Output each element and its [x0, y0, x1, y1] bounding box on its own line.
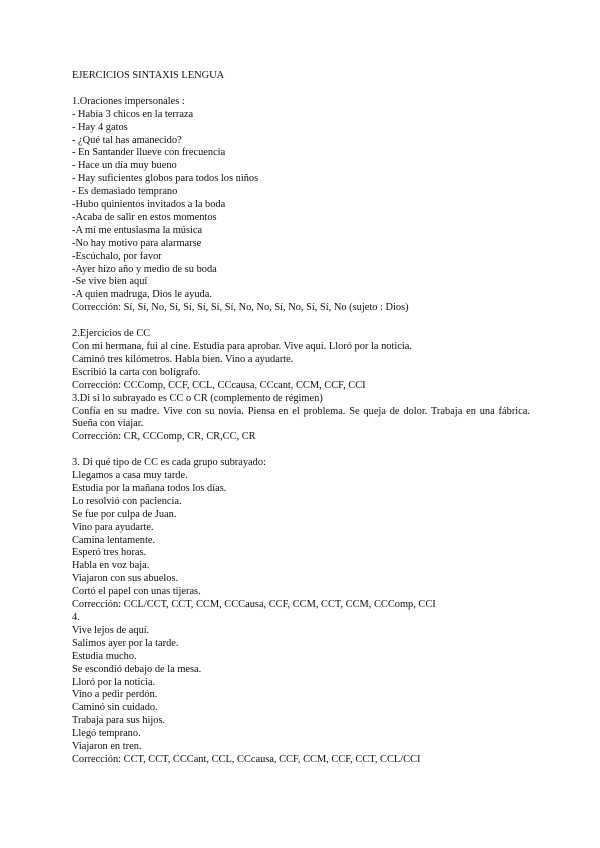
- section3a-correction: Corrección: CR, CCComp, CR, CR,CC, CR: [72, 431, 256, 443]
- section3b-item: Vino para ayudarte.: [72, 521, 154, 533]
- section3b-item: Cortó el papel con unas tijeras.: [72, 586, 201, 598]
- section3b-heading: 3. Di qué tipo de CC es cada grupo subrayado:: [72, 457, 266, 469]
- section1-heading: 1.Oraciones impersonales :: [72, 95, 185, 107]
- section2-correction: Corrección: CCComp, CCF, CCL, CCcausa, CCcant, CCM, CCF, CCI: [72, 379, 366, 391]
- document-body: [72, 70, 533, 767]
- section3b-item: Llegamos a casa muy tarde.: [72, 470, 188, 482]
- section4-item: Vino a pedir perdón.: [72, 689, 158, 701]
- document-title: EJERCICIOS SINTAXIS LENGUA: [72, 70, 225, 81]
- section3a-heading: 3.Di si lo subrayado es CC o CR (complemento de régimen): [72, 392, 323, 404]
- section1-item: - En Santander llueve con frecuencia: [72, 147, 226, 159]
- section1-item: -Acaba de salir en estos momentos: [72, 211, 217, 223]
- section4-item: Salimos ayer por la tarde.: [72, 637, 179, 649]
- section1-item: -No hay motivo para alarmarse: [72, 237, 202, 249]
- spacer: [72, 315, 530, 328]
- section1-item: - Hay 4 gatos: [72, 121, 128, 133]
- section3a-paragraph: Confía en su madre. Vive con su novia. Piensa en el problema. Se queja de dolor. Trabaja en una fábrica. Sueña con viajar.: [72, 405, 533, 430]
- section1-item: -Hubo quinientos invitados a la boda: [72, 199, 226, 211]
- section4-item: Lloró por la noticia.: [72, 676, 156, 688]
- section3b-item: Lo resolvió con paciencia.: [72, 495, 182, 507]
- section1-item: -Se vive bien aquí: [72, 276, 148, 288]
- section2-line: Escribió la carta con bolígrafo.: [72, 366, 201, 378]
- section1-item: - ¿Qué tal has amanecido?: [72, 134, 182, 146]
- section1-item: -Escúchalo, por favor: [72, 250, 162, 262]
- section4-heading: 4.: [72, 612, 80, 624]
- section3b-item: Habla en voz baja.: [72, 560, 150, 572]
- section2-line: Con mi hermana, fui al cine. Estudia para aprobar. Vive aquí. Lloró por la noticia.: [72, 341, 412, 352]
- section1-correction: Corrección: Sí, Sí, No, Sí, Sí, Sí, Sí, Sí, No, No, Sí, No, Sí, Sí, No (sujeto : Dios): [72, 302, 409, 314]
- section2-heading: 2.Ejercicios de CC: [72, 328, 151, 340]
- section1-item: -A mí me entusiasma la música: [72, 224, 203, 236]
- section1-item: - Había 3 chicos en la terraza: [72, 108, 194, 120]
- section4-item: Trabaja para sus hijos.: [72, 715, 166, 727]
- section4-item: Llegó temprano.: [72, 728, 141, 740]
- section4-item: Vive lejos de aquí.: [72, 624, 150, 636]
- section1-item: -A quien madruga, Dios le ayuda.: [72, 289, 212, 301]
- spacer: [72, 444, 530, 457]
- section3b-item: Camina lentamente.: [72, 534, 156, 546]
- section3b-correction: Corrección: CCL/CCT, CCT, CCM, CCCausa, CCF, CCM, CCT, CCM, CCComp, CCI: [72, 599, 436, 611]
- section3b-item: Estudia por la mañana todos los días.: [72, 482, 227, 494]
- section1-item: - Hay suficientes globos para todos los niños: [72, 173, 259, 185]
- section3b-item: Viajaron con sus abuelos.: [72, 573, 179, 585]
- section1-item: - Hace un día muy bueno: [72, 160, 177, 172]
- section4-item: Caminó sin cuidado.: [72, 702, 158, 714]
- section3b-item: Se fue por culpa de Juan.: [72, 508, 177, 520]
- section1-item: - Es demasiado temprano: [72, 186, 178, 198]
- section4-item: Estudia mucho.: [72, 650, 137, 662]
- section4-correction: Corrección: CCT, CCT, CCCant, CCL, CCcausa, CCF, CCM, CCF, CCT, CCL/CCI: [72, 753, 421, 765]
- spacer: [72, 83, 530, 96]
- section1-item: -Ayer hizo año y medio de su boda: [72, 263, 217, 275]
- section4-item: Viajaron en tren.: [72, 741, 142, 753]
- section4-item: Se escondió debajo de la mesa.: [72, 663, 202, 675]
- section3b-item: Esperó tres horas.: [72, 547, 147, 559]
- section2-line: Caminó tres kilómetros. Habla bien. Vino a ayudarte.: [72, 353, 294, 365]
